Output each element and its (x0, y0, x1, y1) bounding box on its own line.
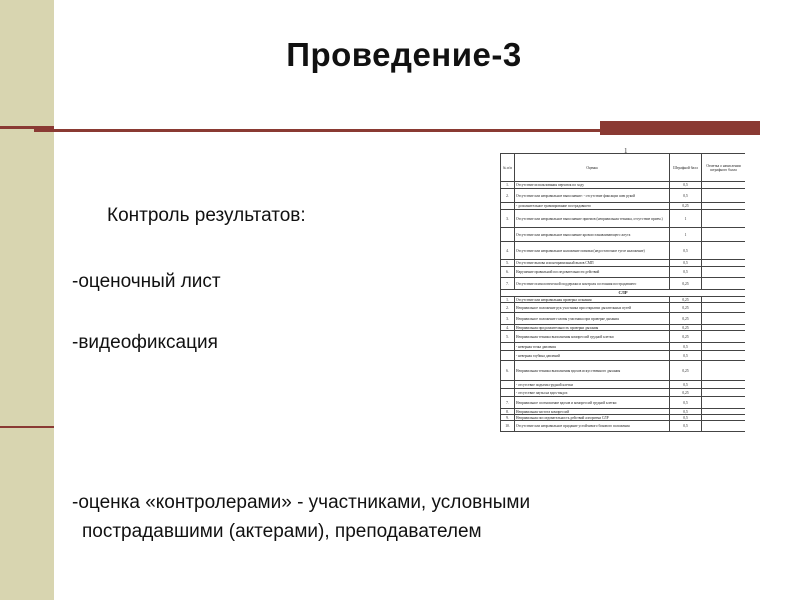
row-number: 6. (501, 361, 515, 381)
row-number (501, 389, 515, 397)
table-row (501, 278, 746, 290)
row-penalty: 1 (670, 210, 702, 228)
row-mark (702, 389, 746, 397)
section-title: СЛР (501, 290, 746, 297)
row-mark (702, 351, 746, 361)
row-mark (702, 182, 746, 189)
row-number: 3. (501, 313, 515, 325)
row-assessment: Отсутствие или неправильное выполнение кровоостанавливающего жгута (515, 228, 670, 242)
row-penalty: 0,25 (670, 331, 702, 343)
row-penalty: 0,25 (670, 361, 702, 381)
header-assessment: Оценка (515, 154, 670, 182)
row-assessment: Неправильная продолжительность проверки дыхания (515, 325, 670, 331)
row-penalty: 0,5 (670, 189, 702, 203)
table-row (501, 331, 746, 343)
slide-title: Проведение-3 (286, 36, 522, 73)
row-mark (702, 421, 746, 432)
row-mark (702, 228, 746, 242)
evaluation-table (500, 153, 745, 432)
header-mark: Отметка о начислении штрафного балла (702, 154, 746, 182)
row-number: 10. (501, 421, 515, 432)
row-number (501, 228, 515, 242)
row-mark (702, 331, 746, 343)
row-penalty: 0,5 (670, 421, 702, 432)
row-penalty: 0,5 (670, 343, 702, 351)
table-row (501, 389, 746, 397)
row-number (501, 351, 515, 361)
row-penalty: 0,25 (670, 325, 702, 331)
row-assessment: Отсутствие или неправильная проверка сознания (515, 297, 670, 303)
row-assessment: Отсутствие или неправильное выполнение приемов (неправильная техника, отсутствие прием.) (515, 210, 670, 228)
table-section-row (501, 290, 746, 297)
row-number: 4. (501, 242, 515, 260)
row-assessment: Неправильное соотношение вдохов и компрессий грудной клетки (515, 397, 670, 409)
row-assessment: Неправильная последовательность действий алгоритма СЛР (515, 415, 670, 421)
row-number (501, 203, 515, 210)
row-mark (702, 381, 746, 389)
row-mark (702, 313, 746, 325)
table-row (501, 242, 746, 260)
row-assessment: Отсутствие психологической поддержки и контроля состояния пострадавшего (515, 278, 670, 290)
table-row (501, 313, 746, 325)
row-assessment: Нарушение правильной последовательности действий (515, 267, 670, 278)
row-penalty: 0,5 (670, 267, 702, 278)
row-penalty: 0,25 (670, 389, 702, 397)
row-assessment: Отсутствие использования перчаток по ходу (515, 182, 670, 189)
row-number: 8. (501, 409, 515, 415)
row-number (501, 343, 515, 351)
bullet-evaluation-sheet: -оценочный лист (72, 271, 221, 292)
row-number (501, 381, 515, 389)
row-assessment: Неправильное положение головы участника при проверке дыхания (515, 313, 670, 325)
row-number: 6. (501, 267, 515, 278)
row-penalty: 0,5 (670, 242, 702, 260)
row-assessment: Неправильная техника выполнения вдохов искусственного дыхания (515, 361, 670, 381)
row-assessment: - отсутствие подъема грудной клетки (515, 381, 670, 389)
row-number: 3. (501, 210, 515, 228)
row-mark (702, 189, 746, 203)
row-assessment: Отсутствие или неправильное придание устойчивого бокового положения (515, 421, 670, 432)
divider-line (34, 129, 600, 132)
row-penalty: 0,5 (670, 415, 702, 421)
row-assessment: Неправильная частота компрессий (515, 409, 670, 415)
results-heading: Контроль результатов: (107, 205, 306, 226)
row-assessment: - неверная глубина давлений (515, 351, 670, 361)
table-row (501, 228, 746, 242)
table-row (501, 182, 746, 189)
row-number: 7. (501, 397, 515, 409)
row-penalty: 1 (670, 228, 702, 242)
row-mark (702, 278, 746, 290)
row-mark (702, 361, 746, 381)
row-penalty: 0,25 (670, 278, 702, 290)
header-number: № п/п (501, 154, 515, 182)
row-number: 9. (501, 415, 515, 421)
table-row (501, 381, 746, 389)
row-number: 7. (501, 278, 515, 290)
table-row (501, 361, 746, 381)
row-number: 1. (501, 182, 515, 189)
row-number: 1. (501, 297, 515, 303)
row-assessment: Отсутствие вызова или неправильный вызов СМП (515, 260, 670, 267)
table-row (501, 189, 746, 203)
row-assessment: Неправильное положение рук участника при открытии дыхательных путей (515, 303, 670, 313)
row-penalty: 0,25 (670, 297, 702, 303)
bullet-video-recording: -видеофиксация (72, 332, 218, 353)
row-mark (702, 397, 746, 409)
row-assessment: Отсутствие или неправильное выполнение: - отсутствие фиксации шеи рукой (515, 189, 670, 203)
table-header-row (501, 154, 746, 182)
header-penalty: Штрафной балл (670, 154, 702, 182)
row-mark (702, 260, 746, 267)
row-penalty: 0,5 (670, 381, 702, 389)
row-penalty: 0,25 (670, 203, 702, 210)
row-mark (702, 303, 746, 313)
bullet-assessment-line1: -оценка «контролерами» - участниками, условными (72, 492, 531, 513)
table-row (501, 351, 746, 361)
row-penalty: 0,5 (670, 397, 702, 409)
row-mark (702, 343, 746, 351)
divider-block (600, 121, 760, 135)
side-panel-divider (0, 426, 54, 428)
row-penalty: 0,5 (670, 409, 702, 415)
row-mark (702, 242, 746, 260)
row-mark (702, 210, 746, 228)
table-row (501, 210, 746, 228)
bullet-assessment-line2: пострадавшими (актерами), преподавателем (82, 521, 482, 542)
row-penalty: 0,5 (670, 351, 702, 361)
row-penalty: 0,25 (670, 313, 702, 325)
row-number: 5. (501, 331, 515, 343)
row-assessment: - дополнительное травмирование пострадавшего (515, 203, 670, 210)
sheet-page-mark: 1 (624, 147, 628, 155)
table-row (501, 260, 746, 267)
row-penalty: 0,5 (670, 260, 702, 267)
row-assessment: - отсутствие паузы на вдох-выдох (515, 389, 670, 397)
row-mark (702, 267, 746, 278)
table-row (501, 303, 746, 313)
table-row (501, 343, 746, 351)
table-row (501, 421, 746, 432)
row-assessment: Неправильная техника выполнения компрессий грудной клетки (515, 331, 670, 343)
evaluation-sheet-image (500, 147, 745, 482)
table-row (501, 397, 746, 409)
row-mark (702, 203, 746, 210)
row-assessment: - неверная точка давления (515, 343, 670, 351)
table-row (501, 203, 746, 210)
row-number: 5. (501, 260, 515, 267)
row-number: 4. (501, 325, 515, 331)
row-number: 2. (501, 189, 515, 203)
side-panel (0, 0, 54, 600)
row-penalty: 0,5 (670, 182, 702, 189)
row-penalty: 0,25 (670, 303, 702, 313)
table-row (501, 267, 746, 278)
row-assessment: Отсутствие или неправильное наложение повязки (недостаточное тугое наложение) (515, 242, 670, 260)
row-number: 2. (501, 303, 515, 313)
